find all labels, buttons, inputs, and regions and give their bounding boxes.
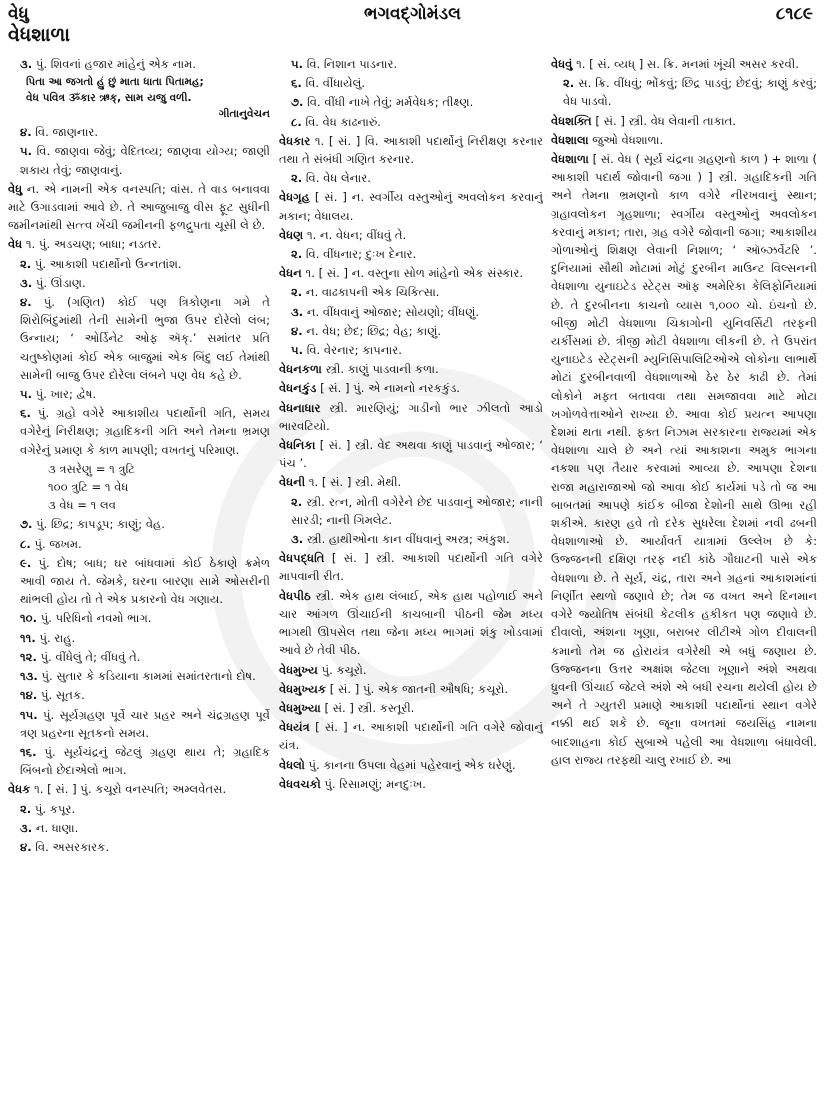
sense-entry [279,493,543,529]
sense-number: ૬. [20,406,31,421]
dictionary-entry [279,360,543,378]
measure-table [8,460,270,515]
sense-entry [8,55,270,73]
entry-headword: વેધણ [279,227,304,242]
sense-number: ૨. [291,285,303,300]
sense-number: ૩. [291,304,304,319]
quotation-source: ગીતાનુવેચન [218,108,270,121]
entry-headword: વેધવું [551,57,573,71]
entry-headword: વેધક [8,782,31,797]
sense-definition: પું. સૂતક. [40,688,85,703]
entry-headword: વેધવચકો [279,776,321,791]
sense-entry [279,341,543,359]
dictionary-entry [8,780,270,798]
entry-definition: ન. એ નામની એક વનસ્પતિ; વાંસ. તે વાડ બનાવવા માટે ઉગાડવામાં આવે છે. તે આજુબાજુ વીસ ફૂટ સુધીની જમીનમાંથી સત્ત્વ ખેંચી જમીનની ફળદ્રુપતા ચૂસી લે છે. [8,181,270,233]
sense-entry [8,686,270,704]
sense-entry [8,629,270,647]
dictionary-entry [8,235,270,253]
sense-number: ૨. [291,171,303,186]
sense-definition: વિ. નિશાન પાડનાર. [306,57,398,71]
dictionary-entry [279,699,543,717]
entry-definition: ૧. [ સં. ] વિ. આકાશી પદાર્થોનું નિરીક્ષણ કરનાર તથા તે સંબંધી ગણિત કરનાર. [279,133,543,167]
entry-headword: વેધકાર [279,133,311,148]
sense-number: ૨. [291,247,303,262]
sense-definition: ન. વાઢકાપની એક ચિકિત્સા. [305,285,440,300]
entry-headword: વેધશાલા [551,132,589,147]
sense-entry [8,274,270,292]
entry-headword: વેધનકુંડ [279,381,317,396]
entry-headword: વેધની [279,475,306,490]
entry-definition: ૧. [ સં. ] સ્ત્રી. મેથી. [308,475,402,490]
entry-headword: વેધમુખ્ય [279,662,318,677]
entry-definition: [ સં. ] પું. એ નામનો નરકકુંડ. [320,381,460,396]
entry-headword: વેધગૃહ [279,190,310,205]
sense-number: ૨. [20,256,32,271]
dictionary-entry [279,587,543,660]
dictionary-title: ભગવદ્ગોમંડલ [364,4,461,24]
sense-entry [8,554,270,609]
sense-number: ૭. [20,517,33,532]
entry-definition: [ સં. ] ન. સ્વર્ગીય વસ્તુઓનું અવલોકન કરવાનું મકાન; વેધાલય. [279,190,543,223]
sense-number: ૩. [20,57,33,71]
entry-definition: પું. કાનના ઉપલા વેહમાં પહેરવાનું એક ઘરેણું. [308,757,516,772]
entry-definition: જુઓ વેધશાળા. [592,132,664,147]
sense-definition: વિ. અસરકારક. [35,839,110,854]
sense-definition: પું. સૂર્યગ્રહણ પૂર્વે ચાર પ્રહર અને ચંદ્રગ્રહણ પૂર્વે ત્રણ પ્રહરના સૂતકનો સમય. [20,707,270,740]
dictionary-entry [551,112,817,130]
sense-number: ૧૨. [20,649,37,664]
sense-entry [279,169,543,187]
dictionary-entry [279,188,543,224]
sense-number: ૪. [20,295,32,310]
sense-definition: વિ. વેરનાર; કાપનાર. [306,343,402,358]
entry-headword: વેધુ [8,181,23,196]
sense-entry [279,55,543,73]
sense-definition: સ. ક્રિ. વીંધવું; ભોંકવું; છિદ્ર પાડવું; છેદવું; કાણું કરવું; વેધ પાડવો. [563,76,817,109]
sense-entry [8,142,270,178]
sense-number: ૧૬. [20,744,37,759]
verse-line: વેધ પવિત્ર ૐકાર ઋક્, સામ યજુ વળી. [26,92,192,105]
sense-entry [8,515,270,533]
sense-definition: સ્ત્રી. હાથીઓના કાન વીંધવાનું અસ્ત્ર; અંકુશ. [306,532,510,547]
sense-entry [279,93,543,111]
sense-number: ૨. [291,494,303,509]
entry-definition: [ સં. ] સ્ત્રી. વેદ અથવા કાણું પાડવાનું ઓજાર; ‘ પંચ ’. [279,438,543,471]
sense-definition: પું. આકાશી પદાર્થોનો ઉન્નતાંશ. [34,256,182,271]
entry-headword: વેધલો [279,757,305,772]
entry-headword: વેધપદ્ધતિ [279,551,325,566]
sense-definition: ન. વીંધવાનું ઓજાર; સોયણો; વીંધણું. [306,304,480,319]
sense-number: ૮. [291,114,302,129]
column-middle [279,55,543,1100]
sense-number: ૪. [20,839,32,854]
entry-headword: વેધપીઠ [279,588,311,603]
entry-definition: [ સં. ] સ્ત્રી. વેધ લેવાની તાકાત. [595,113,736,128]
sense-number: ૫. [20,387,33,402]
entry-headword: વેધનાધાર [279,400,321,415]
entry-headword: વેધયંત્ર [279,720,310,735]
sense-entry [8,404,270,459]
sense-entry [8,293,270,384]
column-right [551,55,817,1100]
entry-headword: વેધ [8,237,23,252]
sense-number: ૫. [291,57,304,71]
dictionary-entry [279,436,543,472]
dictionary-entry [279,264,543,282]
sense-definition: પું. ઊંડાણ. [35,275,86,290]
sense-entry [8,385,270,403]
dictionary-entry [279,132,543,168]
dictionary-entry [279,399,543,435]
sense-number: ૨. [563,76,575,91]
sense-definition: વિ. જાણનાર. [35,125,99,140]
sense-entry [8,667,270,685]
entry-definition: સ્ત્રી. કાણું પાડવાની કળા. [325,362,439,377]
sense-definition: વિ. વેધ કાઢનારું. [305,114,381,129]
entry-definition: ૧. [ સં. ] ન. વસ્તુના સોળ માંહેનો એક સંસ્કાર. [305,266,524,281]
entry-definition: ૧. [ સં. વ્યધ્ ] સ. ક્રિ. મનમાં ખૂંચી અસર કરવી. [576,57,799,71]
verse-quotation [8,74,270,122]
sense-definition: પું. જખમ. [34,536,82,551]
page-number: ૮૧૮૯ [775,4,813,24]
entry-definition: [ સં. ] સ્ત્રી. કસ્તૂરી. [324,700,415,715]
entry-headword: વેધન [279,266,302,281]
header-last-word: વેધશાળા [8,24,71,46]
sense-entry [8,819,270,837]
sense-number: ૨. [20,801,32,816]
entry-definition: પું. રિસામણું; મનદુઃખ. [324,776,426,791]
sense-entry [8,123,270,141]
sense-entry [279,74,543,92]
dictionary-entry [279,680,543,698]
sense-definition: પું. પરિધિનો નવમો ભાગ. [40,611,152,626]
header-first-word: વેધુ [8,4,29,24]
entry-headword: વેધનિકા [279,438,316,453]
dictionary-entry [551,131,817,149]
dictionary-entry [8,180,270,235]
sense-definition: પું. રાહુ. [39,630,76,645]
sense-entry [8,706,270,742]
sense-definition: પું. ગ્રહો વગેરે આકાશીય પદાર્થોની ગતિ, સમય વગેરેનું નિરીક્ષણ; ગ્રહાદિકની ગતિ અને તેમના ભ્રમણ વગેરેનું પ્રમાણ કે કાળ માપણી; વખતનું પરિમાણ. [20,406,270,457]
entry-headword: વેધશક્તિ [551,113,592,128]
dictionary-entry [279,473,543,491]
entry-definition: પું. કચૂરો. [321,662,367,677]
sense-definition: પું. સૂર્યચંદ્રનું જેટલું ગ્રહણ થાય તે; ગ્રહાદિક બિંબનો છેદાએલો ભાગ. [20,744,270,778]
sense-definition: પું. છિદ્ર; કાપડૂપ; કાણું; વેહ. [36,517,165,532]
page-header [0,0,825,50]
sense-number: ૫. [20,144,33,159]
entry-definition: ૧. પું. અડચણ; બાધા; નડતર. [25,237,162,252]
entry-headword: વેધનકળા [279,362,322,377]
sense-number: ૮. [20,536,31,551]
sense-entry [8,255,270,273]
column-left [8,55,270,1100]
sense-definition: વિ. વેધ લેનાર. [305,171,371,186]
sense-number: ૬. [291,76,302,91]
sense-entry [8,838,270,856]
sense-entry [8,743,270,779]
dictionary-entry [279,379,543,397]
entry-definition: [ સં. ] સ્ત્રી. આકાશી પદાર્થોની ગતિ વગેરે માપવાની રીત. [279,551,543,584]
sense-entry [279,322,543,340]
entry-headword: વેધશાળા [551,152,589,167]
entry-definition: [ સં. ] પું. એક જાતની ઔષધિ; કચૂરો. [329,681,509,696]
entry-headword: વેધમુખ્યક [279,681,327,696]
sense-entry [8,535,270,553]
sense-definition: પું. કપૂર. [34,801,76,816]
dictionary-entry [279,775,543,793]
sense-entry [8,648,270,666]
dictionary-entry [279,661,543,679]
entry-headword: વેધમુખ્યા [279,700,321,715]
sense-definition: પું. સુતાર કે કડિયાના કામમાં સમાંતરતાનો દોષ. [41,669,256,684]
sense-number: ૯. [20,555,32,570]
sense-number: ૪. [20,125,32,140]
sense-definition: વિ. વીંધી નાખે તેવું; મર્મવેધક; તીક્ષ્ણ. [307,95,474,110]
sense-definition: વિ. વીંધાયેલું. [305,76,366,91]
sense-number: ૧૦. [20,611,38,626]
dictionary-entry [279,549,543,585]
sense-definition: પું. (ગણિત) કોઈ પણ ત્રિકોણના ગમે તે શિરોબિંદુમાંથી તેની સામેની ભુજા ઉપર દોરેલો લંબ; ઉન્નાય; ‘ ઓર્ડિનેટ ઓફ ઍક્.’ સમાંતર પ્રતિ ચતુષ્કોણમાં કોઈ એક બાજુમાં એક બિંદુ લઈ તેમાંથી સામેની બાજુ ઉપર દોરેલા લંબને પણ વેધ કહે છે. [20,295,270,382]
sense-definition: વિ. વીંધનાર; દુઃખ દેનાર. [305,247,417,262]
sense-number: ૧૫. [20,707,38,722]
sense-number: ૧૧. [20,630,36,645]
sense-definition: ન. વેધ; છેદ; છિદ્ર; વેહ; કાણું. [306,323,441,338]
entry-definition: [ સં. ] ન. આકાશી પદાર્થોની ગતિ વગેરે જોવાનું યંત્ર. [279,720,543,753]
sense-definition: પું. ખાર; દ્વેષ. [35,387,97,402]
sense-number: ૩. [20,275,33,290]
sense-number: ૭. [291,95,304,110]
sense-definition: પું. વીંધેલું તે; વીંધવું તે. [40,649,141,664]
measure-row: ૩ વેધ = ૧ લવ [48,498,117,513]
sense-number: ૫. [291,343,304,358]
dictionary-entry [279,718,543,754]
entry-definition: [ સં. વેધ ( સૂર્ય ચંદ્રના ગ્રહણનો કાળ ) + શાળા ( આકાશી પદાર્થ જોવાની જગા ) ] સ્ત્રી. ગ્રહાદિકની ગતિ અને તેમના ભ્રમણનો કાળ વગેરે નીરખવાનું સ્થાન; ગ્રહાવલોકન ગૃહશાળા; સ્વર્ગીય વસ્તુઓનું અવલોકન કરવાનું મકાન; તારા, ગ્રહ વગેરે જોવાની જગા; આકાશીય ગોળાઓનું શિક્ષણ લેવાની નિશાળ; ‘ ઑબ્ઝર્વેટરિ ’. દુનિયામાં સૌથી મોટામાં મોટું દુરબીન માઉન્ટ વિલ્સનની વેધશાળા યુનાઇટેડ સ્ટેટ્સ ઑફ અમેરિકા કેલિફોર્નિયામાં છે. તે દુરબીનના કાચનો વ્યાસ ૧,૦૦૦ ચો. ઇંચનો છે. બીજી મોટી વેધશાળા ચિકાગોની યુનિવર્સિટી તરફની યર્કીસમાં છે. ત્રીજી મોટી વેધશાળા લીકની છે. તે ઉપરાંત યુનાઇટેડ સ્ટેટ્સની મ્યુનિસિપાલિટિઓએ લોકોના લાભાર્થે મોટાં દુરબીનવાળી વેધશાળાઓ ઠેર ઠેર કાઢી છે. તેમાં લોકોને મફત બતાવવા તથા સમજાવવા માટે મોટા ખગોળવેત્તાઓને રાખ્યા છે. આવા કોઈ પ્રયત્ન આપણા દેશમાં થતા નથી. ફક્ત નિઝામ સરકારના રાજ્યમાં એક વેધશાળા ચાલે છે અને ત્યાં આકાશના અમુક ભાગના નકશા પણ તૈયાર કરવામાં આવ્યા છે. આપણા દેશના રાજા મહારાજાઓ જો આવા કોઈ કાર્યમાં પડે તો જ આ બાબતમાં આપણે કાંઈક બીજા દેશોની સાથે ઊભા રહી શકીએ. કારણ હવે તો દરેક સુધરેલા દેશમાં નવી ઢબની વેધશાળાઓ છે. આર્યાવર્ત યાત્રામાં ઉલ્લેખ છે કે: ઉજ્જનની દક્ષિણ તરફ નદી કાંઠે ગૌઘાટની પાસે એક વેધશાળા છે. તે સૂર્ય, ચંદ્ર, તારા અને ગ્રહનાં આકાશમાંનાં નિર્ણીત સ્થળો જણાવે છે; તેમ જ વખત અને દિનમાન વગેરે જ્યોતિષ સંબંધી કેટલીક હકીકત પણ જણાવે છે. દીવાલો, અંશના ખૂણા, બરાબર લીટીએ ગોળ દીવાલની કમાનો તેમ જ હોરાયંત્ર વગેરેથી એ બધું જણાય છે. ઉજ્જનના ઉત્તર અક્ષાંશ જેટલા ખૂણાને અંશે અથવા ધ્રુવની ઊંચાઈ જેટલે અંશે એ બધી રચના થયેલી હોય છે અને તે ગ્યુતરી પ્રમાણે આકાશી પદાર્થોનાં સ્થાન વગેરે નક્કી થઈ શકે છે. જૂના વખતમાં જયસિંહ નામના બાદશાહના કોઈ સુબાએ પહેલી આ વેધશાળા બંધાવેલી. હાલ રાજ્ય તરફથી ચાલુ રખાઈ છે. આ [551,152,817,767]
entry-definition: સ્ત્રી. એક હાથ લંબાઈ, એક હાથ પહોળાઈ અને ચાર આંગળ ઊંચાઈની કાચબાની પીઠની જેમ મધ્ય ભાગથી ઊપસેલ તથા જેના મધ્ય ભાગમાં શંકુ ખોડવામાં આવે છે તેવી પીઠ. [279,588,543,658]
entry-definition: ૧. [ સં. ] પું. કચૂરો વનસ્પતિ; અમ્લવેતસ. [34,782,227,797]
sense-number: ૧૪. [20,688,38,703]
sense-number: ૧૩. [20,669,38,684]
sense-number: ૪. [291,323,303,338]
sense-number: ૩. [20,820,33,835]
dictionary-entry [279,756,543,774]
entry-definition: ૧. ન. વેધન; વીંધવું તે. [306,227,407,242]
sense-definition: પું. દોષ; બાધ; ઘર બાંધવામાં કોઈ ઠેકાણે ક્રમેળ આવી જાય તે. જેમકે, ઘરના બારણા સામે ઓસરીની થાંભલી હોય તો તે એક પ્રકારનો વેધ ગણાય. [20,555,270,607]
sense-entry [8,800,270,818]
sense-entry [279,303,543,321]
sense-number: ૩. [291,532,304,547]
sense-entry [279,530,543,548]
sense-entry [551,74,817,110]
dictionary-entry [279,226,543,244]
entry-definition: સ્ત્રી. મારણિયું; ગાડીનો ભાર ઝીલતો આડો ભારવટિયો. [279,400,543,433]
measure-row: ૧૦૦ ત્રુટિ = ૧ વેધ [48,480,129,495]
sense-definition: ન. ધાણા. [35,820,79,835]
sense-definition: સ્ત્રી. રત્ન, મોતી વગેરેને છેદ પાડવાનું ઓજાર; નાની સારડી; નાની ગિમલેટ. [291,494,543,527]
sense-definition: વિ. જાણવા જેવું; વેદિતવ્ય; જાણવા યોગ્ય; જાણી શકાય તેવું; જાણવાનું. [20,144,270,177]
measure-row: ૩ ત્રસરેણુ = ૧ ત્રુટિ [48,461,135,476]
sense-entry [279,283,543,301]
sense-entry [279,245,543,263]
sense-entry [279,113,543,131]
sense-entry [8,609,270,627]
dictionary-entry [551,55,817,73]
sense-definition: પું. શિવનાં હજાર માંહેનું એક નામ. [35,57,196,71]
verse-line: પિતા આ જગતો હું છું માતા ધાતા પિતામહ; [26,76,204,89]
dictionary-entry [551,150,817,769]
